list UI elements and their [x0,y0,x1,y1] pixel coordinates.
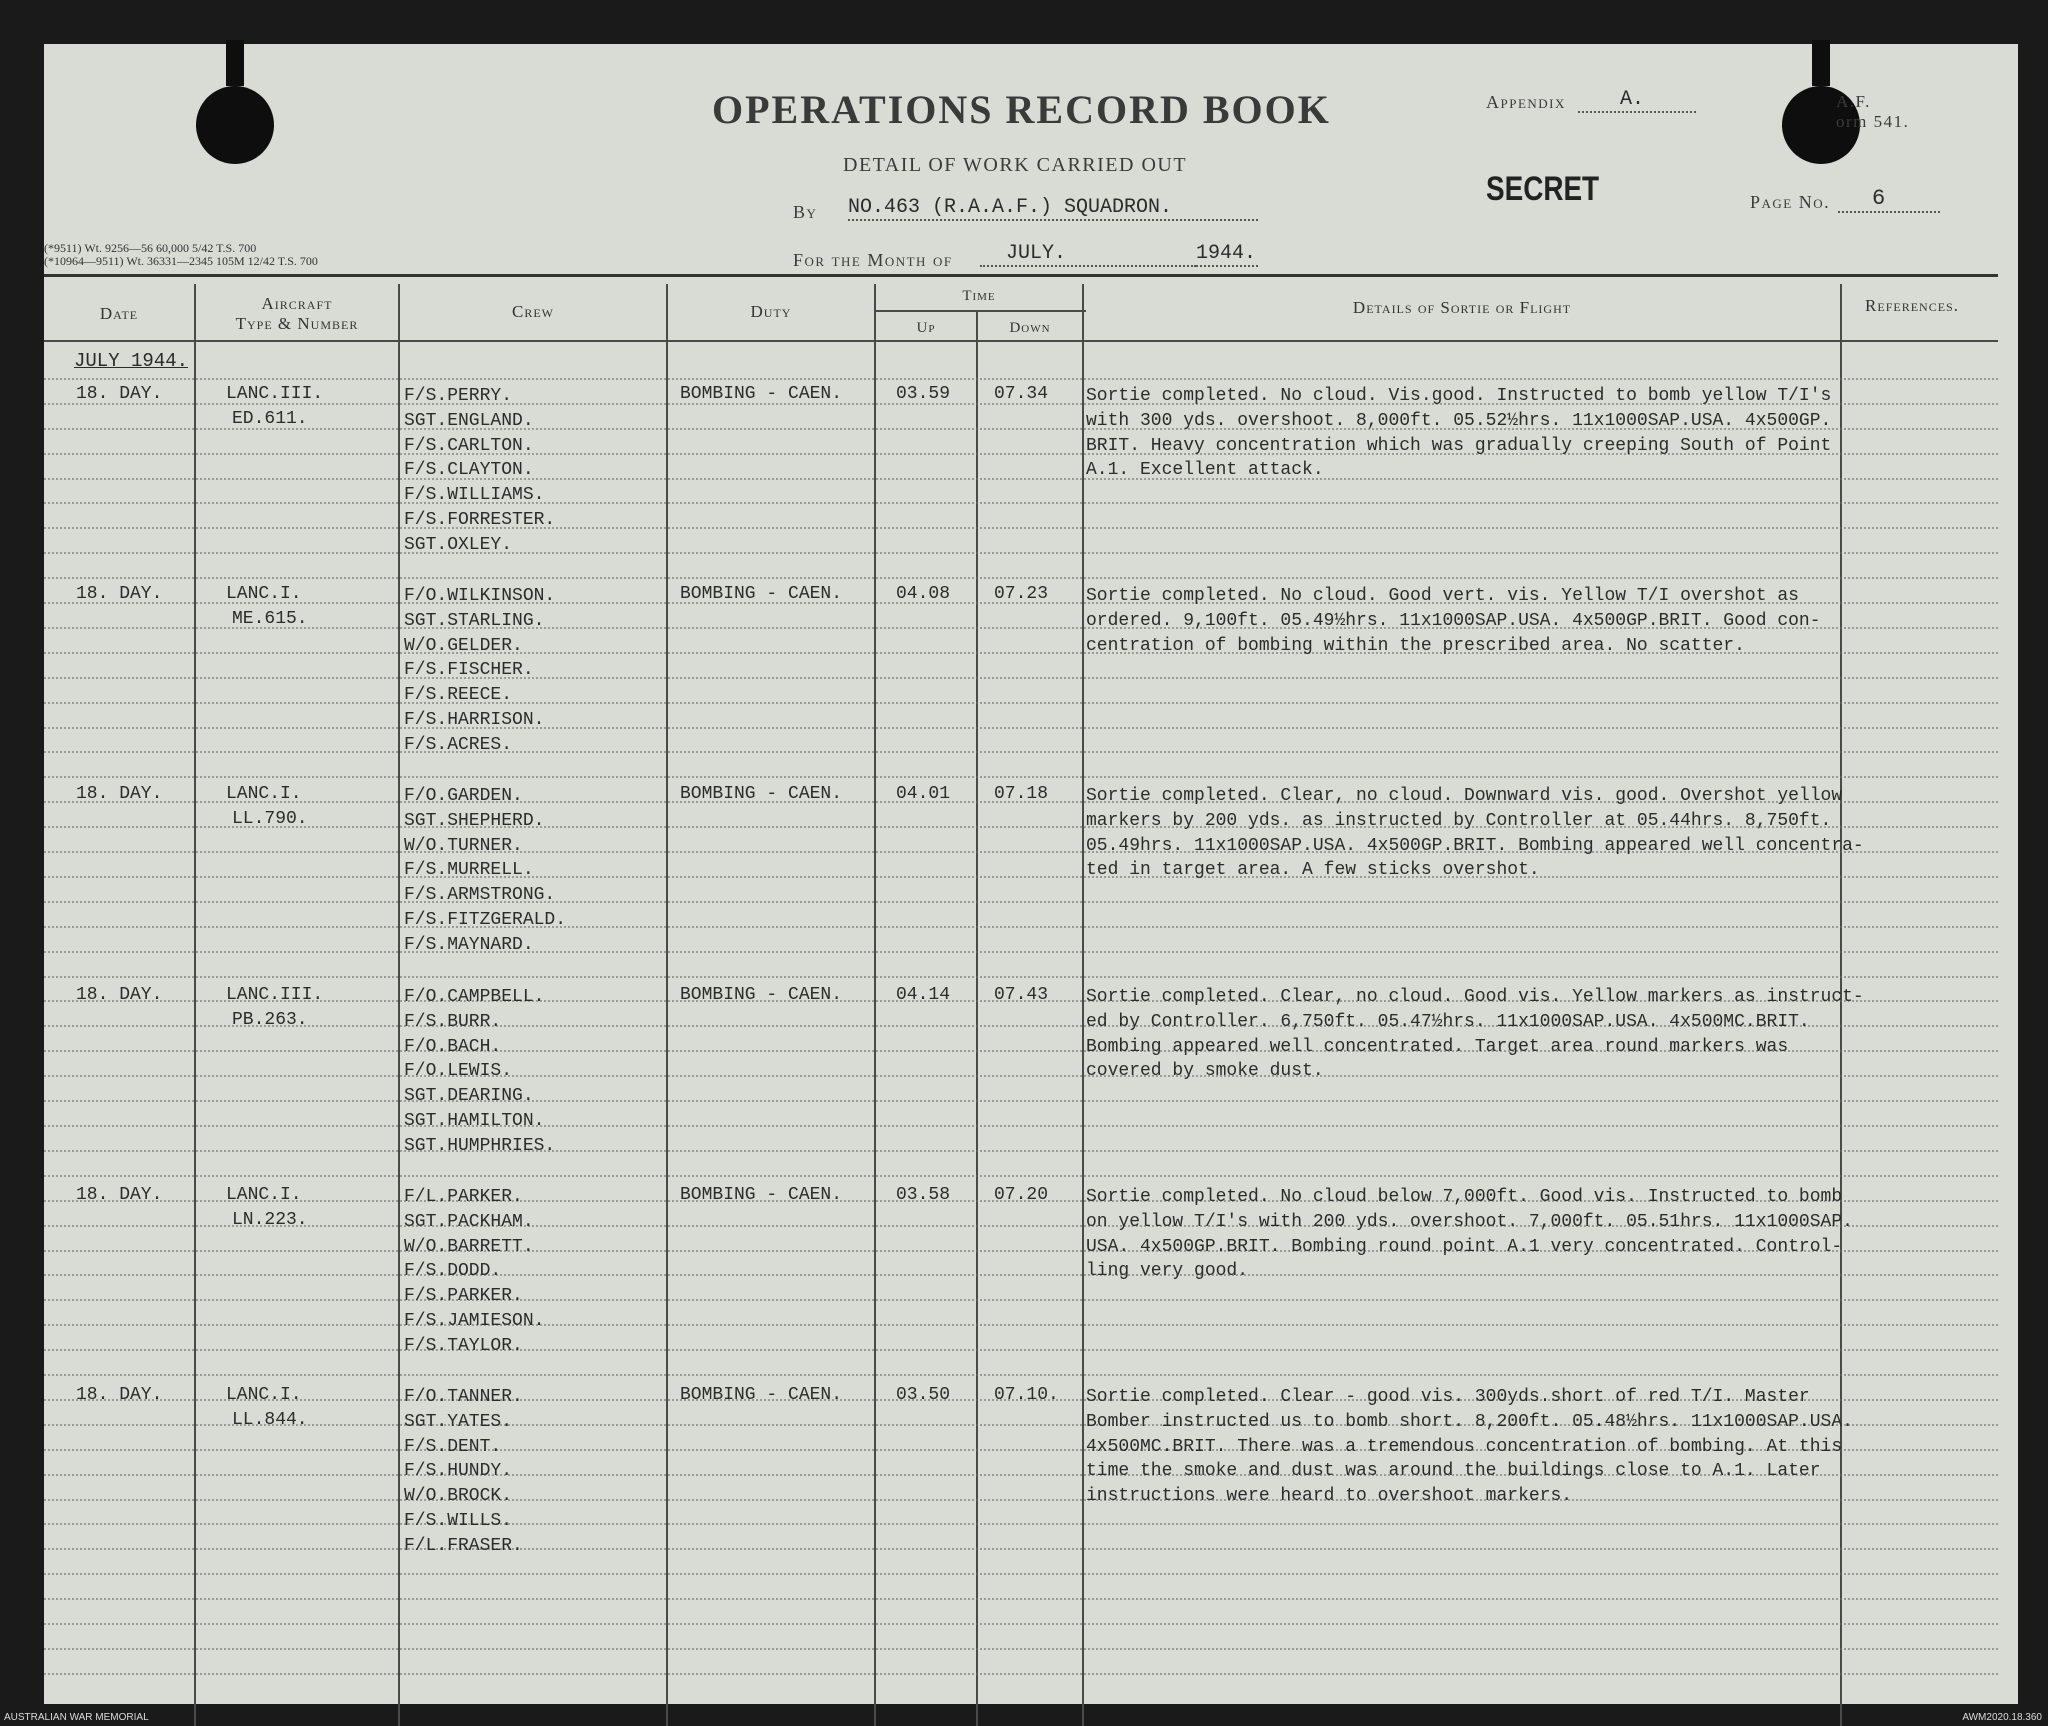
sortie-detail-line: Sortie completed. No cloud below 7,000ft. Good vis. Instructed to bomb [1086,1187,1843,1207]
entry-date: 18. DAY. [76,584,163,604]
ruling-line [44,1075,1998,1077]
ruling-line [44,702,1998,704]
crew-member: F/O.CAMPBELL. [404,987,545,1007]
crew-member: W/O.GELDER. [404,635,523,656]
entry-time-down: 07.43 [994,985,1049,1005]
sortie-detail-line: A.1. Excellent attack. [1086,460,1324,481]
crew-member: SGT.HAMILTON. [404,1111,545,1131]
entry-time-down: 07.23 [994,584,1049,604]
col-header-aircraft: Aircraft Type & Number [235,294,359,333]
crew-member: F/S.HARRISON. [404,710,545,730]
sortie-detail-line: on yellow T/I's with 200 yds. overshoot. 7,000ft. 05.51hrs. 11x1000SAP. [1086,1211,1853,1232]
entry-time-down: 07.18 [994,784,1049,804]
crew-member: SGT.SHEPHERD. [404,810,545,831]
month-value: JULY. [980,242,1196,267]
year-value: 1944. [1196,242,1257,265]
month-heading: JULY 1944. [74,350,189,372]
entry-aircraft: ED.611. [232,408,308,429]
ruling-line [44,1598,1998,1600]
ruling-line [44,677,1998,679]
sortie-detail-line: Sortie completed. No cloud. Vis.good. Instructed to bomb yellow T/I's [1086,386,1832,406]
entry-aircraft: LN.223. [232,1209,308,1230]
crew-member: F/S.CARLTON. [404,435,534,456]
classification-stamp: SECRET [1486,170,1600,208]
footer-credit: AUSTRALIAN WAR MEMORIAL [4,1712,149,1723]
sortie-detail-line: Bomber instructed us to bomb short. 8,200ft. 05.48½hrs. 11x1000SAP.USA. [1086,1411,1853,1432]
entry-time-up: 04.01 [896,784,951,804]
sortie-detail-line: ed by Controller. 6,750ft. 05.47½hrs. 11x1000SAP.USA. 4x500MC.BRIT. [1086,1011,1810,1032]
crew-member: SGT.YATES. [404,1411,513,1432]
entry-date: 18. DAY. [76,384,163,404]
entry-time-down: 07.10. [994,1385,1059,1405]
ruling-line [44,1523,1998,1525]
entry-time-up: 03.59 [896,384,951,404]
crew-member: SGT.OXLEY. [404,534,513,555]
sortie-detail-line: 05.49hrs. 11x1000SAP.USA. 4x500GP.BRIT. Bombing appeared well concentra- [1086,835,1864,856]
entry-time-up: 03.50 [896,1385,951,1405]
entry-date: 18. DAY. [76,1185,163,1205]
col-header-duty: Duty [750,302,792,321]
sortie-detail-line: time the smoke and dust was around the buildings close to A.1. Later [1086,1461,1821,1482]
crew-member: SGT.HUMPHRIES. [404,1135,556,1156]
form-number-line2: orm 541. [1836,112,1910,131]
crew-member: SGT.STARLING. [404,610,545,631]
entry-aircraft: PB.263. [232,1009,308,1030]
crew-member: F/S.MURRELL. [404,860,534,881]
ruling-line [44,1673,1998,1675]
crew-member: F/S.ARMSTRONG. [404,885,556,906]
crew-member: W/O.BROCK. [404,1486,513,1507]
ruling-line [44,378,1998,380]
ruling-line [44,1324,1998,1326]
page-number-value: 6 [1838,186,1940,213]
sortie-detail-line: 4x500MC.BRIT. There was a tremendous concentration of bombing. At this [1086,1436,1843,1457]
entry-duty: BOMBING - CAEN. [680,584,843,604]
ruling-line [44,1125,1998,1127]
entry-date: 18. DAY. [76,784,163,804]
ruling-line [44,577,1998,579]
print-code-line2: (*10964—9511) Wt. 36331—2345 105M 12/42 T.S. 700 [44,254,318,268]
page-number-label: Page No. [1750,192,1831,212]
crew-member: F/S.BURR. [404,1011,502,1032]
squadron-value: NO.463 (R.A.A.F.) SQUADRON. [848,196,1258,221]
entry-aircraft: LANC.I. [226,784,302,804]
ruling-line [44,951,1998,953]
crew-member: F/S.FORRESTER. [404,510,556,530]
entry-aircraft: LL.844. [232,1409,308,1430]
ruling-line [44,1175,1998,1177]
entry-duty: BOMBING - CAEN. [680,1185,843,1205]
crew-member: F/O.GARDEN. [404,786,523,806]
crew-member: W/O.TURNER. [404,835,523,856]
col-header-down: Down [1009,320,1051,336]
entry-duty: BOMBING - CAEN. [680,784,843,804]
sortie-detail-line: Sortie completed. Clear, no cloud. Downward vis. good. Overshot yellow [1086,786,1843,806]
sortie-detail-line: instructions were heard to overshoot markers. [1086,1486,1573,1507]
appendix-label: Appendix [1486,92,1566,112]
ruling-line [44,1274,1998,1276]
ruling-line [44,926,1998,928]
ruling-line [44,1100,1998,1102]
entry-time-up: 04.08 [896,584,951,604]
col-header-details: Details of Sortie or Flight [1352,298,1572,317]
ruling-line [44,776,1998,778]
sortie-detail-line: Bombing appeared well concentrated. Target area round markers was [1086,1036,1789,1057]
crew-member: F/S.MAYNARD. [404,934,534,955]
entry-aircraft: LANC.I. [226,1385,302,1405]
ruling-line [44,976,1998,978]
month-label: For the Month of [793,250,953,270]
crew-member: F/S.FISCHER. [404,660,534,681]
footer-accession: AWM2020.18.360 [1962,1712,2042,1723]
crew-member: F/S.JAMIESON. [404,1311,545,1331]
ruling-line [44,502,1998,504]
col-header-crew: Crew [512,302,554,321]
ruling-line [44,1150,1998,1152]
entry-date: 18. DAY. [76,1385,163,1405]
crew-member: F/S.HUNDY. [404,1461,513,1482]
crew-member: F/O.BACH. [404,1036,502,1057]
ruling-line [44,1548,1998,1550]
ruling-line [44,1499,1998,1501]
entry-date: 18. DAY. [76,985,163,1005]
by-label: By [793,202,818,222]
entry-aircraft: ME.615. [232,608,308,629]
crew-member: F/O.TANNER. [404,1387,523,1407]
entry-aircraft: LANC.III. [226,985,324,1005]
ruling-line [44,1374,1998,1376]
entry-aircraft: LANC.I. [226,1185,302,1205]
entry-aircraft: LL.790. [232,808,308,829]
appendix-value: A. [1578,88,1696,113]
sortie-detail-line: Sortie completed. Clear - good vis. 300yds.short of red T/I. Master [1086,1387,1810,1407]
sortie-detail-line: USA. 4x500GP.BRIT. Bombing round point A.1 very concentrated. Control- [1086,1236,1843,1257]
ruling-line [44,527,1998,529]
ruling-line [44,1349,1998,1351]
sortie-detail-line: with 300 yds. overshoot. 8,000ft. 05.52½hrs. 11x1000SAP.USA. 4x500GP. [1086,410,1832,431]
crew-member: F/S.TAYLOR. [404,1335,523,1356]
sortie-detail-line: BRIT. Heavy concentration which was gradually creeping South of Point [1086,435,1832,456]
crew-member: SGT.DEARING. [404,1086,534,1107]
entry-duty: BOMBING - CAEN. [680,985,843,1005]
crew-member: SGT.ENGLAND. [404,410,534,431]
print-code-line1: (*9511) Wt. 9256—56 60,000 5/42 T.S. 700 [44,241,257,255]
entry-time-down: 07.34 [994,384,1049,404]
ruling-line [44,876,1998,878]
subtitle: DETAIL OF WORK CARRIED OUT [843,154,1188,176]
crew-member: F/S.WILLIAMS. [404,485,545,506]
crew-member: F/O.WILKINSON. [404,586,556,606]
crew-member: F/S.CLAYTON. [404,460,534,481]
col-header-references: References. [1865,296,1959,315]
crew-member: F/L.FRASER. [404,1535,523,1556]
crew-member: F/S.DENT. [404,1436,502,1457]
col-header-time: Time [962,288,996,304]
crew-member: F/O.LEWIS. [404,1061,513,1082]
ruling-line [44,727,1998,729]
entry-time-up: 03.58 [896,1185,951,1205]
entry-duty: BOMBING - CAEN. [680,384,843,404]
crew-member: F/S.ACRES. [404,734,513,755]
sortie-detail-line: Sortie completed. Clear, no cloud. Good vis. Yellow markers as instruct- [1086,987,1864,1007]
page-title: OPERATIONS RECORD BOOK [712,87,1331,132]
crew-member: F/S.REECE. [404,685,513,706]
entry-aircraft: LANC.I. [226,584,302,604]
col-header-date: Date [99,304,139,323]
crew-member: SGT.PACKHAM. [404,1211,534,1232]
sortie-detail-line: Sortie completed. No cloud. Good vert. vis. Yellow T/I overshot as [1086,586,1799,606]
entry-time-up: 04.14 [896,985,951,1005]
ruling-line [44,552,1998,554]
sortie-detail-line: ling very good. [1086,1261,1249,1282]
sortie-detail-line: covered by smoke dust. [1086,1061,1324,1082]
entry-aircraft: LANC.III. [226,384,324,404]
ruling-line [44,901,1998,903]
entry-duty: BOMBING - CAEN. [680,1385,843,1405]
form-number-line1: A.F. [1836,92,1871,111]
sortie-detail-line: markers by 200 yds. as instructed by Controller at 05.44hrs. 8,750ft. [1086,810,1832,831]
ruling-line [44,478,1998,480]
entry-time-down: 07.20 [994,1185,1049,1205]
crew-member: W/O.BARRETT. [404,1236,534,1257]
crew-member: F/S.FITZGERALD. [404,910,567,930]
sortie-detail-line: centration of bombing within the prescribed area. No scatter. [1086,635,1745,656]
col-header-up: Up [916,320,936,336]
crew-member: F/S.DODD. [404,1261,502,1282]
ruling-line [44,751,1998,753]
crew-member: F/S.WILLS. [404,1511,513,1531]
sortie-detail-line: ted in target area. A few sticks overshot. [1086,860,1540,881]
sortie-detail-line: ordered. 9,100ft. 05.49½hrs. 11x1000SAP.USA. 4x500GP.BRIT. Good con- [1086,610,1821,631]
ruling-line [44,1648,1998,1650]
ruling-line [44,1573,1998,1575]
crew-member: F/S.PARKER. [404,1286,523,1307]
crew-member: F/S.PERRY. [404,386,513,406]
crew-member: F/L.PARKER. [404,1187,523,1207]
ruling-line [44,1623,1998,1625]
ruling-line [44,1299,1998,1301]
